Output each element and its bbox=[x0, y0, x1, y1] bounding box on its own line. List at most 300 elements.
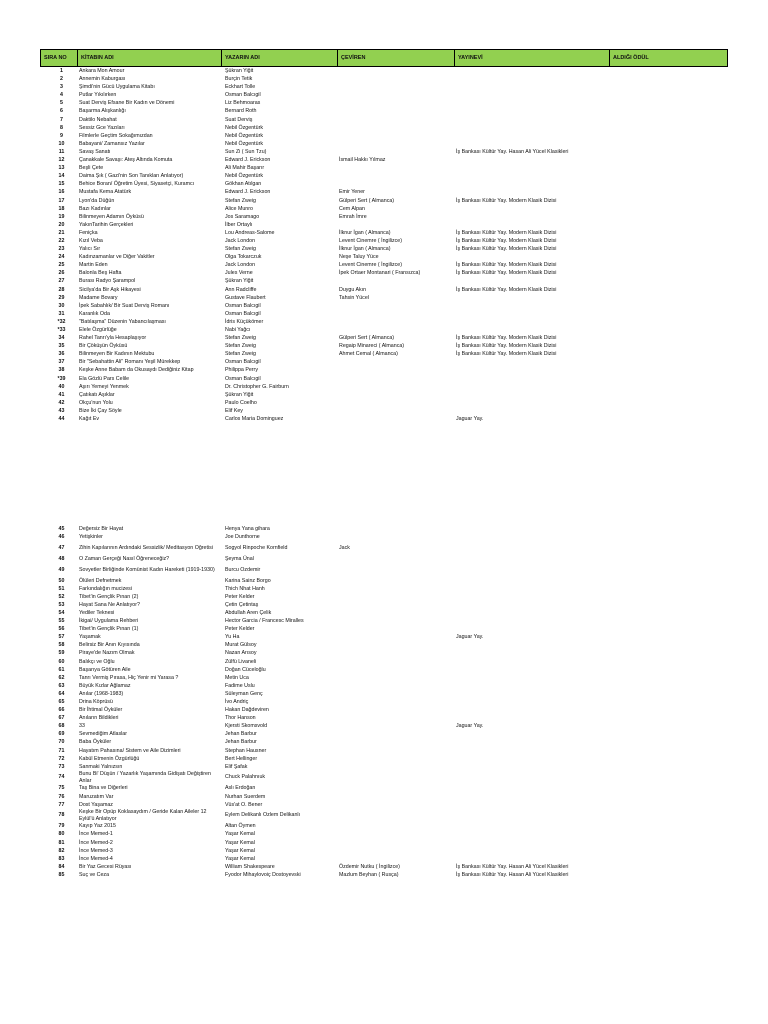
cell-book: Karanlık Oda bbox=[79, 310, 110, 317]
cell-translator bbox=[337, 91, 454, 99]
cell-translator bbox=[337, 682, 454, 690]
cell-publisher bbox=[454, 706, 609, 714]
table-row bbox=[40, 855, 728, 863]
cell-translator: Jack bbox=[339, 544, 350, 551]
cell-no: 53 bbox=[58, 601, 65, 608]
cell-publisher bbox=[454, 555, 609, 563]
cell-no: 25 bbox=[58, 262, 65, 269]
cell-author: İvo Andriç bbox=[225, 699, 249, 705]
cell-book: İnce Memed-4 bbox=[79, 855, 113, 862]
cell-no: 17 bbox=[58, 197, 65, 204]
cell-no: 3 bbox=[60, 84, 63, 91]
cell-translator bbox=[337, 107, 454, 115]
cell-no: 41 bbox=[58, 391, 65, 398]
cell-publisher bbox=[454, 75, 609, 83]
cell-publisher bbox=[454, 107, 609, 115]
table-row bbox=[40, 822, 728, 830]
cell-author: Yaşar Kemal bbox=[225, 831, 255, 838]
cell-author: Gökhan Atılgan bbox=[225, 181, 262, 188]
cell-book: Kayıp Yaz 2015 bbox=[79, 823, 116, 830]
cell-book: Balonla Beş Hafta bbox=[79, 270, 122, 277]
cell-book: Bir Çöküşün Öyküsü bbox=[79, 343, 128, 350]
cell-author: Hakan Dağdeviren bbox=[225, 707, 269, 714]
cell-no: 42 bbox=[58, 399, 65, 406]
cell-no: 40 bbox=[58, 383, 65, 390]
cell-translator bbox=[337, 730, 454, 738]
table-row bbox=[40, 847, 728, 855]
table-row bbox=[40, 533, 728, 541]
cell-book: Filmlerle Geçtim Sokağımızdan bbox=[79, 132, 153, 139]
cell-book: Burası Radyo Şarampol bbox=[79, 278, 136, 285]
cell-author: Ali Mahir Başarır bbox=[225, 165, 265, 172]
cell-translator bbox=[337, 658, 454, 666]
cell-publisher bbox=[454, 294, 609, 302]
table-row bbox=[40, 658, 728, 666]
cell-translator bbox=[337, 124, 454, 132]
cell-no: 51 bbox=[58, 585, 65, 592]
cell-book: Bir İhtimal Öyküler bbox=[79, 707, 123, 714]
cell-publisher bbox=[454, 180, 609, 188]
cell-translator bbox=[337, 722, 454, 730]
cell-no: 15 bbox=[58, 181, 65, 188]
cell-book: Beşli Çete bbox=[79, 165, 104, 172]
cell-author: Elif Şafak bbox=[225, 763, 248, 770]
cell-no: 60 bbox=[58, 658, 65, 665]
table-row bbox=[40, 666, 728, 674]
table-row bbox=[40, 342, 728, 350]
cell-publisher bbox=[454, 674, 609, 682]
cell-author: Kjersti Skomsvold bbox=[225, 723, 268, 730]
cell-author: Çetin Çetintaş bbox=[225, 601, 259, 608]
table-row bbox=[40, 99, 728, 107]
cell-no: 54 bbox=[58, 609, 65, 616]
table-row bbox=[40, 294, 728, 302]
cell-no: 46 bbox=[58, 534, 65, 541]
cell-no: 57 bbox=[58, 634, 65, 641]
table-row bbox=[40, 399, 728, 407]
cell-no: 8 bbox=[60, 124, 63, 131]
cell-no: 22 bbox=[58, 237, 65, 244]
page-gap bbox=[40, 423, 728, 525]
cell-book: Bazı Kadınlar bbox=[79, 205, 111, 212]
table-row bbox=[40, 253, 728, 261]
cell-author: Stefan Zweig bbox=[225, 335, 256, 342]
cell-translator: Regaip Minareci ( Almanca) bbox=[339, 343, 405, 350]
cell-publisher bbox=[454, 698, 609, 706]
cell-author: Liz Behmoaras bbox=[225, 100, 261, 107]
cell-translator bbox=[337, 714, 454, 722]
cell-translator: Neşe Taluy Yüce bbox=[339, 254, 379, 261]
cell-author: Thor Hanson bbox=[225, 715, 256, 722]
cell-book: Putlar Yıkılırken bbox=[79, 92, 117, 99]
cell-translator bbox=[337, 747, 454, 755]
cell-no: 28 bbox=[58, 286, 65, 293]
table-row bbox=[40, 674, 728, 682]
cell-no: *33 bbox=[57, 327, 66, 333]
cell-author: Altan Öymen bbox=[225, 823, 256, 830]
cell-translator: Levent Cinemre ( İngilizce) bbox=[339, 237, 402, 244]
cell-no: 59 bbox=[58, 650, 65, 657]
table-row bbox=[40, 839, 728, 847]
cell-translator bbox=[337, 310, 454, 318]
cell-translator bbox=[337, 391, 454, 399]
cell-publisher bbox=[454, 318, 609, 326]
cell-book: İkigai/ Uygulama Rehberi bbox=[79, 618, 139, 625]
cell-author: Elif Key bbox=[225, 407, 243, 414]
cell-no: 37 bbox=[58, 359, 65, 366]
table-row bbox=[40, 148, 728, 156]
cell-translator: İlknur İgan ( Almanca) bbox=[339, 246, 391, 253]
table-row bbox=[40, 730, 728, 738]
cell-book: Baba Öyküler bbox=[79, 739, 112, 746]
table-row bbox=[40, 334, 728, 342]
cell-author: Eckhart Tolle bbox=[225, 84, 256, 91]
cell-translator bbox=[337, 132, 454, 140]
cell-no: 52 bbox=[58, 593, 65, 600]
cell-book: Lyon'da Düğün bbox=[79, 197, 115, 204]
cell-author: Vüs'at O. Bener bbox=[225, 801, 263, 808]
cell-no: 83 bbox=[58, 855, 65, 862]
cell-publisher bbox=[454, 763, 609, 771]
cell-author: Lou Andreas-Salome bbox=[225, 229, 275, 236]
cell-author: Eylem Delikanlı Özlem Delikanlı bbox=[225, 812, 301, 819]
cell-author: Osman Balcıgil bbox=[225, 359, 261, 366]
cell-author: Osman Balcıgil bbox=[225, 375, 261, 382]
cell-translator bbox=[337, 383, 454, 391]
cell-author: Chuck Palahnıuk bbox=[225, 774, 266, 781]
cell-author: Sogyol Rinpoche Kornfield bbox=[225, 544, 288, 551]
cell-no: 58 bbox=[58, 642, 65, 649]
cell-book: Anılar (1968-1983) bbox=[79, 690, 124, 697]
cell-no: 71 bbox=[58, 747, 65, 754]
cell-book: Kağıt Ev bbox=[79, 416, 100, 423]
cell-publisher: İş Bankası Kültür Yay. Hasan Ali Yücel Klasikleri bbox=[456, 863, 569, 870]
cell-no: 61 bbox=[58, 666, 65, 673]
cell-publisher bbox=[454, 601, 609, 609]
cell-no: 1 bbox=[60, 68, 63, 74]
cell-book: Sovyetler Birliğinde Komünist Kadın Hareketi (1919-1930) bbox=[79, 566, 215, 573]
cell-no: 72 bbox=[58, 755, 65, 762]
table-row bbox=[40, 358, 728, 366]
cell-no: 64 bbox=[58, 690, 65, 697]
cell-publisher bbox=[454, 358, 609, 366]
cell-publisher: İş Bankası Kültür Yay. Modern Klasik Dizisi bbox=[456, 335, 557, 342]
cell-translator bbox=[337, 585, 454, 593]
cell-book: Martin Eden bbox=[79, 262, 108, 269]
cell-publisher bbox=[454, 747, 609, 755]
cell-no: 11 bbox=[58, 148, 65, 155]
cell-no: 48 bbox=[58, 555, 65, 562]
cell-translator bbox=[337, 601, 454, 609]
cell-author: Metin Uca bbox=[225, 674, 249, 681]
cell-translator: Özdemir Nutku ( İngilizce) bbox=[339, 863, 400, 870]
table-row bbox=[40, 116, 728, 124]
cell-publisher bbox=[454, 682, 609, 690]
cell-book: Şimdi'nin Gücü Uygulama Kitabı bbox=[79, 84, 155, 91]
cell-author: Osman Balcıgil bbox=[225, 302, 261, 309]
cell-book: Çanakkale Savaşı: Ateş Altında Komuta bbox=[79, 157, 173, 164]
cell-publisher bbox=[454, 375, 609, 383]
cell-author: Osman Balcıgil bbox=[225, 92, 261, 99]
cell-author: Burcu Özdemir bbox=[225, 566, 261, 573]
cell-author: Aslı Erdoğan bbox=[225, 785, 256, 792]
table-row bbox=[40, 682, 728, 690]
cell-author: Alice Munro bbox=[225, 205, 253, 212]
table-body-part2 bbox=[40, 525, 728, 879]
cell-publisher bbox=[454, 577, 609, 585]
cell-book: Kabül Etmenin Özgürlüğü bbox=[79, 755, 140, 762]
table-row bbox=[40, 318, 728, 326]
table-row bbox=[40, 863, 728, 871]
cell-translator bbox=[337, 302, 454, 310]
cell-no: 6 bbox=[60, 108, 63, 115]
cell-no: 62 bbox=[58, 674, 65, 681]
cell-no: 77 bbox=[58, 801, 65, 808]
cell-no: 63 bbox=[58, 682, 65, 689]
table-row bbox=[40, 593, 728, 601]
cell-translator: Cem Alpan bbox=[339, 205, 365, 212]
cell-publisher bbox=[454, 164, 609, 172]
cell-no: 14 bbox=[58, 173, 65, 180]
cell-no: 35 bbox=[58, 343, 65, 350]
cell-author: Stefan Zweig bbox=[225, 197, 256, 204]
cell-translator: Duygu Akın bbox=[339, 286, 367, 293]
cell-book: Değersiz Bir Hayat bbox=[79, 526, 124, 533]
table-row bbox=[40, 180, 728, 188]
cell-book: Sanmaki Yalnızsın bbox=[79, 763, 123, 770]
cell-translator bbox=[337, 221, 454, 229]
cell-translator bbox=[337, 855, 454, 863]
cell-translator bbox=[337, 641, 454, 649]
cell-author: Jos Saramago bbox=[225, 213, 260, 220]
cell-book: Yalıcı Sır bbox=[79, 246, 101, 253]
cell-translator bbox=[337, 555, 454, 563]
cell-translator bbox=[337, 67, 454, 75]
table-row bbox=[40, 690, 728, 698]
cell-author: Edward J. Erickson bbox=[225, 189, 271, 196]
cell-no: 55 bbox=[58, 618, 65, 625]
table-row bbox=[40, 617, 728, 625]
cell-publisher: İş Bankası Kültür Yay. Modern Klasik Dizisi bbox=[456, 270, 557, 277]
cell-translator bbox=[337, 75, 454, 83]
cell-publisher: Jaguar Yay. bbox=[456, 634, 484, 641]
cell-publisher bbox=[454, 641, 609, 649]
cell-no: 9 bbox=[60, 132, 63, 139]
table-row bbox=[40, 830, 728, 838]
cell-book: Tanrı Vermiş Pırasa, Hiç Yenir mi Yarasa ? bbox=[79, 674, 179, 681]
cell-author: William Shakespeare bbox=[225, 863, 275, 870]
cell-no: 75 bbox=[58, 785, 65, 792]
header-book: KİTABIN ADI bbox=[78, 50, 222, 66]
cell-author: Bert Hellinger bbox=[225, 755, 258, 762]
cell-translator bbox=[337, 706, 454, 714]
header-no: SIRA NO bbox=[41, 50, 78, 66]
cell-publisher bbox=[454, 116, 609, 124]
cell-author: Şükran Yiğit bbox=[225, 391, 254, 398]
cell-book: Ölüleri Defnetmek bbox=[79, 577, 122, 584]
cell-publisher bbox=[454, 793, 609, 801]
cell-book: Çatıkatı Aşıklar bbox=[79, 391, 115, 398]
table-row bbox=[40, 132, 728, 140]
cell-publisher bbox=[454, 801, 609, 809]
cell-author: Nebil Özgentürk bbox=[225, 140, 263, 147]
cell-book: Kadınzamanlar ve Diğer Vakitler bbox=[79, 254, 155, 261]
cell-book: Başarıya Götüren Aile bbox=[79, 666, 131, 673]
table-row bbox=[40, 261, 728, 269]
header-award: ALDIĞI ÖDÜL bbox=[613, 55, 649, 61]
cell-author: Stephan Hausner bbox=[225, 747, 267, 754]
cell-translator: Emrah İmre bbox=[339, 213, 367, 220]
cell-publisher bbox=[454, 91, 609, 99]
book-list-sheet bbox=[40, 49, 728, 879]
cell-translator: Tahsin Yücel bbox=[339, 294, 369, 301]
cell-publisher: İş Bankası Kültür Yay. Modern Klasik Dizisi bbox=[456, 229, 557, 236]
cell-no: 5 bbox=[60, 100, 63, 107]
cell-publisher bbox=[454, 326, 609, 334]
cell-publisher bbox=[454, 738, 609, 746]
table-row bbox=[40, 563, 728, 577]
cell-book: Bilinmeyen Bir Kadının Mektubu bbox=[79, 351, 155, 358]
cell-publisher bbox=[454, 383, 609, 391]
cell-book: Dost Yaşamaz bbox=[79, 801, 113, 808]
cell-publisher: Jaguar Yay. bbox=[456, 416, 484, 423]
cell-translator bbox=[337, 830, 454, 838]
cell-no: 31 bbox=[58, 310, 65, 317]
cell-translator bbox=[337, 617, 454, 625]
table-row bbox=[40, 633, 728, 641]
cell-book: Daima Şık ( Gazi'nin Son Tanıkları Anlatıyor) bbox=[79, 173, 184, 180]
cell-publisher bbox=[454, 253, 609, 261]
cell-book: Elele Özgürlüğe bbox=[79, 327, 117, 333]
table-row bbox=[40, 302, 728, 310]
cell-translator bbox=[337, 609, 454, 617]
cell-no: 29 bbox=[58, 294, 65, 301]
cell-publisher bbox=[454, 83, 609, 91]
cell-translator bbox=[337, 326, 454, 334]
cell-book: Maruzatım Var bbox=[79, 793, 114, 800]
cell-author: Nebil Özgentürk bbox=[225, 124, 263, 131]
table-row bbox=[40, 277, 728, 285]
cell-author: Jehan Barbur bbox=[225, 739, 257, 746]
table-row bbox=[40, 771, 728, 785]
cell-book: Savaş Sanatı bbox=[79, 148, 111, 155]
cell-translator bbox=[337, 533, 454, 541]
cell-translator bbox=[337, 318, 454, 326]
cell-author: Süleyman Genç bbox=[225, 690, 263, 697]
cell-no: 16 bbox=[58, 189, 65, 196]
cell-translator bbox=[337, 649, 454, 657]
cell-publisher bbox=[454, 847, 609, 855]
cell-no: 69 bbox=[58, 731, 65, 738]
cell-translator bbox=[337, 407, 454, 415]
cell-no: 85 bbox=[58, 871, 65, 878]
cell-translator bbox=[337, 116, 454, 124]
table-row bbox=[40, 722, 728, 730]
cell-translator bbox=[337, 366, 454, 374]
cell-publisher: İş Bankası Kültür Yay. Modern Klasik Dizisi bbox=[456, 237, 557, 244]
cell-publisher bbox=[454, 658, 609, 666]
cell-translator bbox=[337, 784, 454, 792]
cell-no: 50 bbox=[58, 577, 65, 584]
cell-book: Yediler Teknesi bbox=[79, 609, 115, 616]
cell-author: Stefan Zweig bbox=[225, 343, 256, 350]
cell-no: 23 bbox=[58, 246, 65, 253]
cell-publisher bbox=[454, 124, 609, 132]
cell-author: Sun Zi ( Sun Tzu) bbox=[225, 148, 267, 155]
table-row bbox=[40, 107, 728, 115]
table-row bbox=[40, 124, 728, 132]
cell-book: Büyük Kızlar Ağlamaz bbox=[79, 682, 131, 689]
cell-publisher bbox=[454, 690, 609, 698]
cell-publisher bbox=[454, 666, 609, 674]
cell-no: 26 bbox=[58, 270, 65, 277]
cell-author: Joe Dunthorne bbox=[225, 534, 260, 541]
cell-no: 56 bbox=[58, 626, 65, 633]
header-author: YAZARIN ADI bbox=[222, 50, 338, 66]
table-row bbox=[40, 172, 728, 180]
table-row bbox=[40, 407, 728, 415]
table-row bbox=[40, 793, 728, 801]
cell-translator bbox=[337, 738, 454, 746]
cell-no: 65 bbox=[58, 699, 65, 705]
cell-author: Nabi Yağcı bbox=[225, 327, 251, 333]
cell-book: Okçu'nun Yolu bbox=[79, 399, 113, 406]
cell-no: 66 bbox=[58, 707, 65, 714]
cell-no: 82 bbox=[58, 847, 65, 854]
cell-translator bbox=[337, 674, 454, 682]
cell-publisher bbox=[454, 132, 609, 140]
cell-publisher: İş Bankası Kültür Yay. Modern Klasik Dizisi bbox=[456, 351, 557, 358]
cell-book: Keşke Bir Öpüp Koklasaydım / Geride Kalan Aileler 12 Eylül'ü Anlatıyor bbox=[79, 808, 207, 822]
cell-author: Nazan Arısoy bbox=[225, 650, 257, 657]
cell-translator: Ahmet Cemal ( Almanca) bbox=[339, 351, 398, 358]
cell-book: Bunu Bi' Düşün / Yazarlık Yaşamında Gidişatı Değiştiren Anlar bbox=[79, 771, 211, 784]
cell-publisher bbox=[454, 205, 609, 213]
cell-no: 7 bbox=[60, 116, 63, 123]
cell-book: İnce Memed-3 bbox=[79, 847, 113, 854]
cell-translator bbox=[337, 399, 454, 407]
cell-publisher bbox=[454, 302, 609, 310]
cell-author: Şükran Yiğit bbox=[225, 278, 254, 285]
cell-author: Abdullah Aren Çelik bbox=[225, 609, 272, 616]
table-row bbox=[40, 237, 728, 245]
cell-book: Madame Bovary bbox=[79, 294, 118, 301]
cell-translator: Emir Yener bbox=[339, 189, 365, 196]
table-row bbox=[40, 641, 728, 649]
cell-author: Stefan Zweig bbox=[225, 246, 256, 253]
cell-publisher bbox=[454, 784, 609, 792]
cell-publisher bbox=[454, 533, 609, 541]
table-row bbox=[40, 609, 728, 617]
cell-publisher bbox=[454, 221, 609, 229]
cell-book: Aşırı Yemeyi Yenmek bbox=[79, 383, 129, 390]
cell-translator bbox=[337, 690, 454, 698]
cell-publisher: Jaguar Yay. bbox=[456, 723, 484, 730]
cell-publisher: İş Bankası Kültür Yay. Hasan Ali Yücel Klasikleri bbox=[456, 148, 569, 155]
cell-no: 43 bbox=[58, 407, 65, 414]
cell-author: Jules Verne bbox=[225, 270, 253, 277]
cell-translator bbox=[337, 755, 454, 763]
cell-book: Daktilo Nebahat bbox=[79, 116, 117, 123]
cell-author: Burçin Tetik bbox=[225, 76, 253, 83]
cell-translator bbox=[337, 140, 454, 148]
cell-no: 79 bbox=[58, 823, 65, 830]
cell-no: 30 bbox=[58, 302, 65, 309]
cell-translator bbox=[337, 839, 454, 847]
cell-no: 80 bbox=[58, 831, 65, 838]
cell-book: Başarma Alışkanlığı bbox=[79, 108, 126, 115]
cell-translator bbox=[337, 593, 454, 601]
